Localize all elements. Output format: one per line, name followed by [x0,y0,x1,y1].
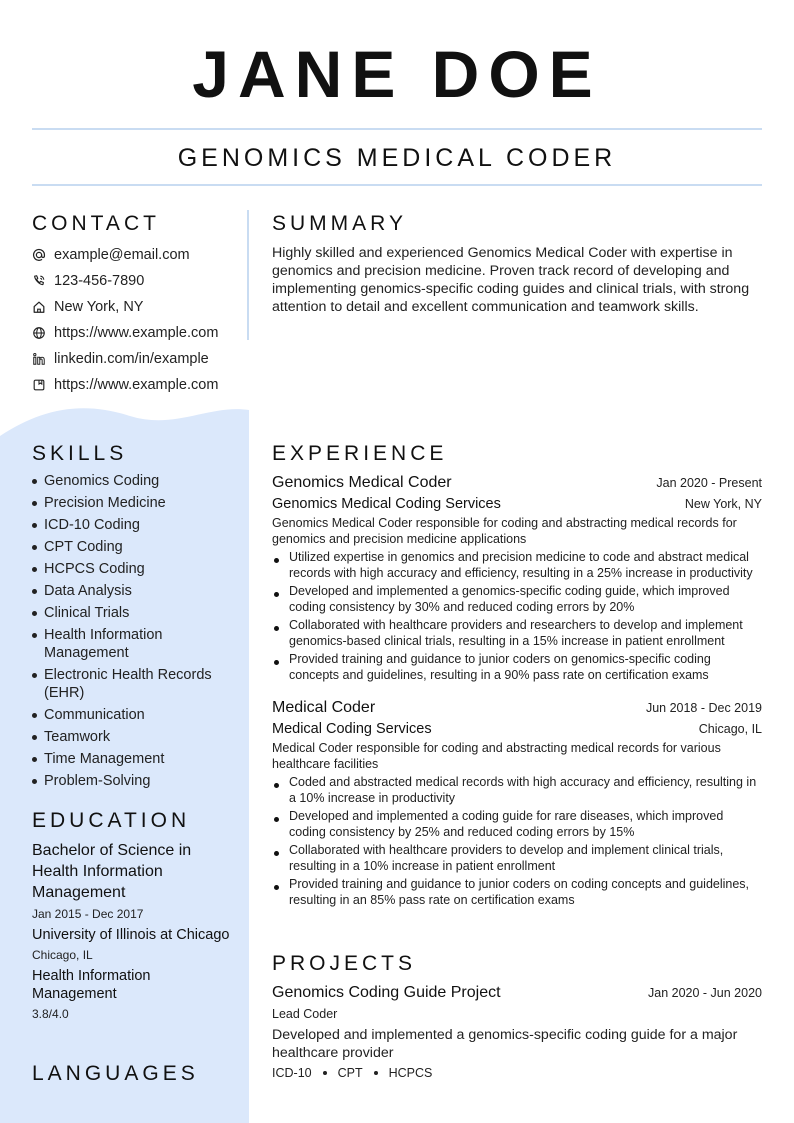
job-bullet: Utilized expertise in genomics and precision medicine to code and abstract medical records with high accuracy and efficiency, resulting in a 25% increase in productivity [272,550,762,581]
job-dates: Jan 2020 - Present [656,476,762,490]
portfolio-icon [32,378,46,392]
job-entry [272,697,762,908]
linkedin-icon [32,352,46,366]
project-tags [272,1066,762,1080]
job-bullet: Coded and abstracted medical records with high accuracy and efficiency, resulting in a 10% increase in productivity [272,775,762,806]
skills-heading: SKILLS [32,442,128,465]
skill-item: Communication [32,706,242,724]
skill-item: Problem-Solving [32,772,242,790]
skill-item: Clinical Trials [32,604,242,622]
contact-heading: CONTACT [32,212,160,235]
project-tag: CPT [337,1066,363,1080]
job-title-text: Medical Coder [272,699,376,716]
experience-section [272,472,762,922]
job-bullet: Provided training and guidance to junior coders on genomics-specific coding concepts and guidelines, resulting in a 90% pass rate on certification exams [272,652,762,683]
contact-email[interactable] [32,242,244,268]
job-bullets [272,550,762,683]
phone-icon [32,274,46,288]
at-icon [32,248,46,262]
header-bottom-rule [32,184,762,186]
job-bullets [272,775,762,908]
globe-icon [32,326,46,340]
job-company: Genomics Medical Coding Services [272,496,501,512]
projects-section [272,982,762,1080]
job-dates: Jun 2018 - Dec 2019 [645,701,762,715]
education-location: Chicago, IL [32,948,93,962]
project-tag: HCPCS [388,1066,433,1080]
skill-item: CPT Coding [32,538,242,556]
summary-heading: SUMMARY [272,212,407,235]
skill-item: Data Analysis [32,582,242,600]
job-entry [272,472,762,683]
contact-list [32,242,244,398]
contact-portfolio[interactable] [32,372,244,398]
contact-website[interactable] [32,320,244,346]
languages-heading: LANGUAGES [32,1062,199,1085]
skills-list [32,472,242,794]
column-divider [247,210,249,340]
job-bullet: Collaborated with healthcare providers to develop and implement clinical trials, resulting in a 10% increase in patient enrollment [272,843,762,874]
contact-location [32,294,244,320]
header-top-rule [32,128,762,130]
contact-phone-text: 123-456-7890 [54,273,145,289]
project-tag: ICD-10 [272,1066,312,1080]
contact-location-text: New York, NY [54,299,144,315]
contact-website-text: https://www.example.com [54,325,219,341]
job-bullet: Developed and implemented a coding guide for rare diseases, which improved coding consistency by 25% and reduced coding errors by 15% [272,809,762,840]
skill-item: HCPCS Coding [32,560,242,578]
job-location: Chicago, IL [698,722,762,736]
education-degree: Bachelor of Science in Health Information Management [32,842,192,901]
job-title-text: Genomics Medical Coder [272,474,452,491]
education-heading: EDUCATION [32,809,191,832]
contact-linkedin[interactable] [32,346,244,372]
skill-item: Electronic Health Records (EHR) [32,666,242,702]
job-location: New York, NY [684,497,762,511]
skill-item: Teamwork [32,728,242,746]
project-description: Developed and implemented a genomics-specific coding guide for a major healthcare provider [272,1027,738,1061]
projects-heading: PROJECTS [272,952,417,975]
contact-phone[interactable] [32,268,244,294]
skill-item: Health Information Management [32,626,242,662]
job-description: Medical Coder responsible for coding and abstracting medical records for various healthcare facilities [272,741,721,771]
tag-separator [323,1071,327,1075]
education-dates: Jan 2015 - Dec 2017 [32,907,144,921]
education-entry [32,840,237,1026]
job-bullet: Developed and implemented a genomics-specific coding guide, which improved coding consistency by 30% and reduced coding errors by 20% [272,584,762,615]
skill-item: Precision Medicine [32,494,242,512]
job-bullet: Collaborated with healthcare providers and researchers to develop and implement genomics-based clinical trials, resulting in a 15% increase in patient enrollment [272,618,762,649]
tag-separator [374,1071,378,1075]
home-icon [32,300,46,314]
summary-text: Highly skilled and experienced Genomics Medical Coder with expertise in genomics and precision medicine. Proven track record of developing and implementing genomics-specific coding guides and clinical trials, with strong attention to detail and excellent communication and teamwork skills. [272,245,750,315]
skill-item: Time Management [32,750,242,768]
job-title: GENOMICS MEDICAL CODER [177,144,617,172]
contact-linkedin-text: linkedin.com/in/example [54,351,209,367]
project-role: Lead Coder [272,1007,338,1021]
contact-email-text: example@email.com [54,247,190,263]
job-description: Genomics Medical Coder responsible for coding and abstracting medical records for genomics and precision medicine applications [272,516,737,546]
job-company: Medical Coding Services [272,721,432,737]
project-entry [272,982,762,1080]
project-title: Genomics Coding Guide Project [272,984,501,1001]
project-dates: Jan 2020 - Jun 2020 [648,986,762,1000]
job-bullet: Provided training and guidance to junior coders on coding concepts and guidelines, resulting in an 85% pass rate on certification exams [272,877,762,908]
candidate-name: JANE DOE [192,37,602,111]
skill-item: Genomics Coding [32,472,242,490]
education-gpa: 3.8/4.0 [32,1007,69,1021]
contact-portfolio-text: https://www.example.com [54,377,219,393]
education-school: University of Illinois at Chicago [32,927,230,943]
education-major: Health Information Management [32,968,151,1002]
experience-heading: EXPERIENCE [272,442,448,465]
summary-section [272,244,762,316]
skill-item: ICD-10 Coding [32,516,242,534]
